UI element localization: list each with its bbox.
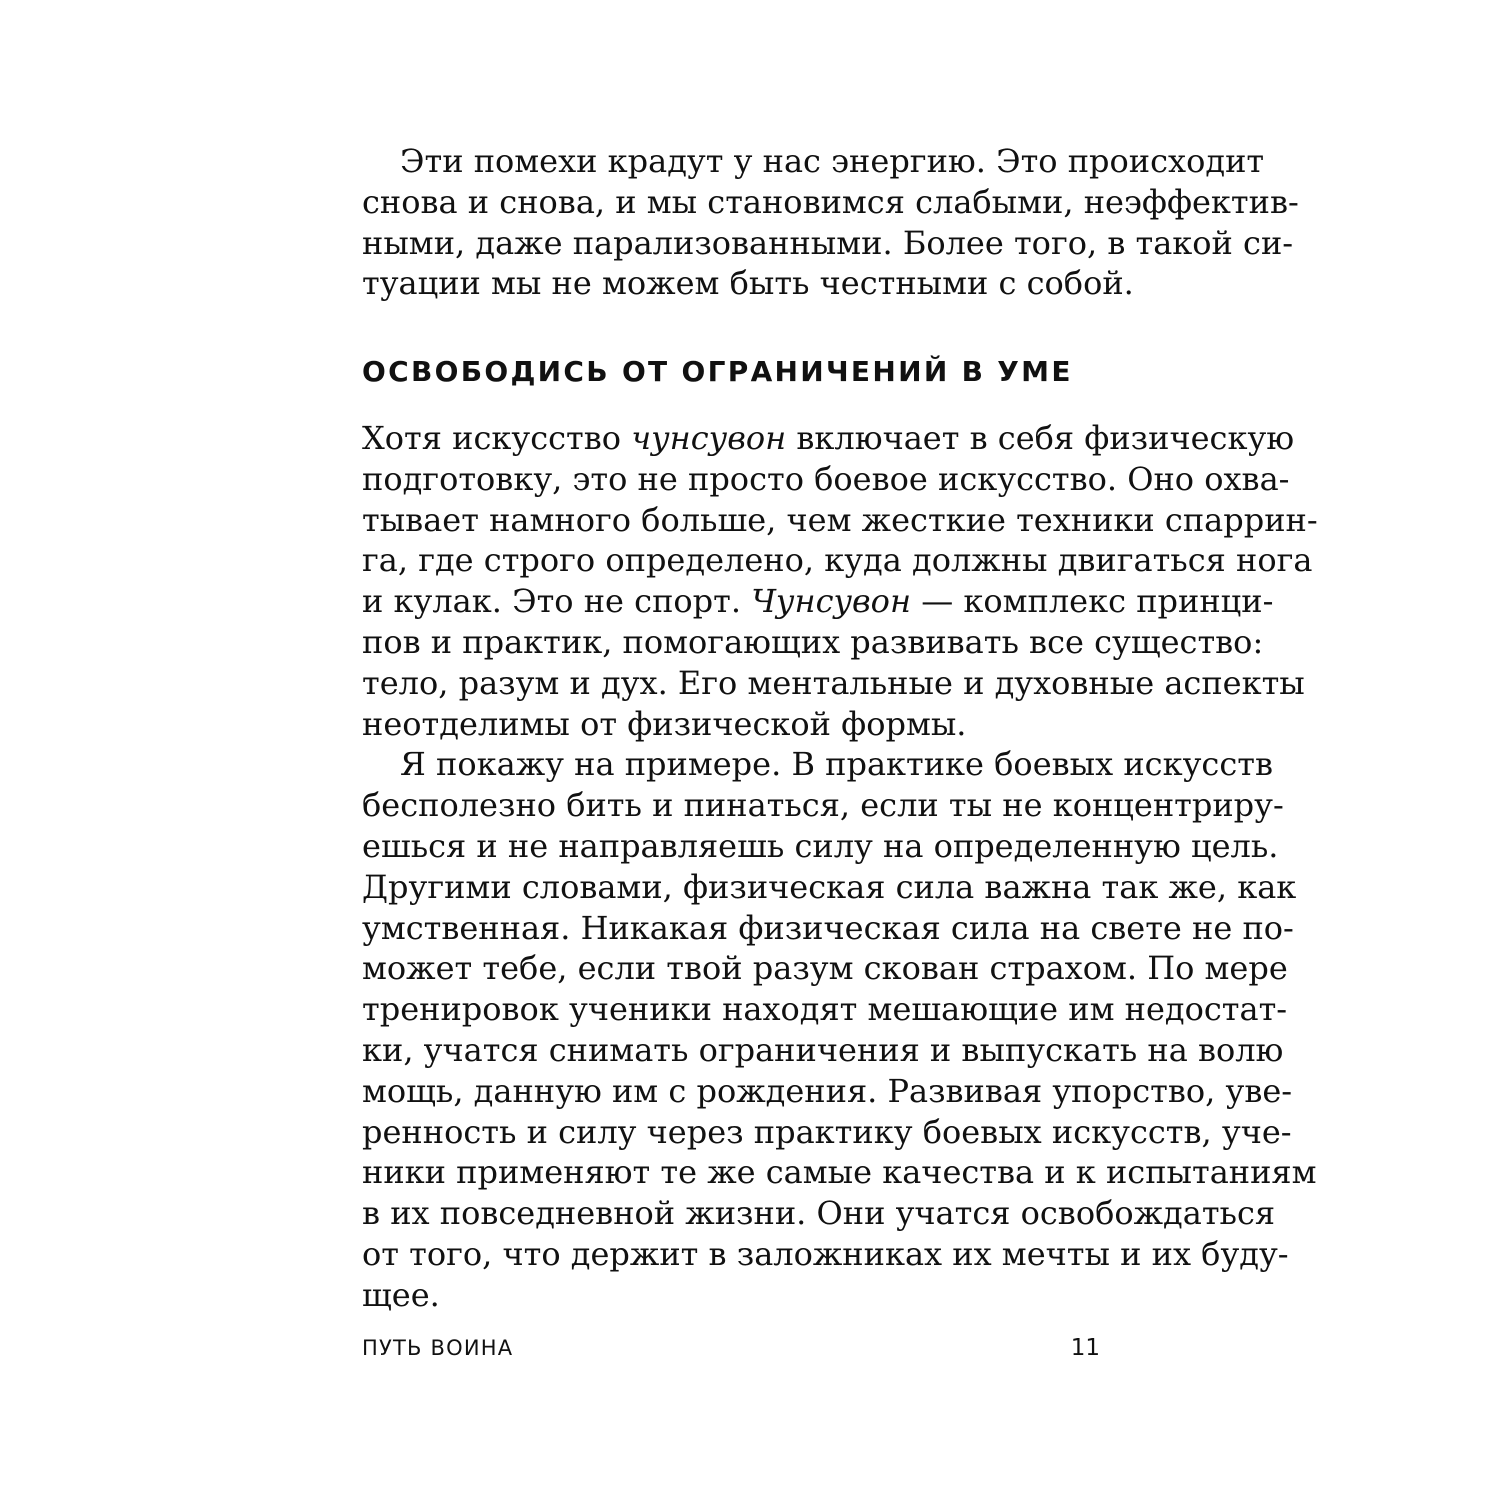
text-line: неотделимы от физической формы.	[362, 704, 967, 743]
text-line: Другими словами, физическая сила важна так же, как	[362, 867, 1297, 906]
text-line: тывает намного больше, чем жесткие техники спаррин-	[362, 500, 1318, 539]
running-title: ПУТЬ ВОИНА	[362, 1336, 514, 1360]
italic-term: чунсувон	[631, 419, 787, 457]
text-line: подготовку, это не просто боевое искусство. Оно охва-	[362, 459, 1290, 498]
text-line: от того, что держит в заложниках их мечты и их буду-	[362, 1234, 1289, 1273]
paragraph-1	[362, 418, 1318, 744]
text-line: щее.	[362, 1275, 440, 1314]
text-line	[362, 581, 1274, 622]
text-line: пов и практик, помогающих развивать все существо:	[362, 622, 1264, 661]
text-line: ники применяют те же самые качества и к испытаниям	[362, 1153, 1317, 1192]
paragraph-2	[362, 744, 1317, 1315]
text-run: включает в себя физическую	[786, 419, 1295, 457]
text-line: тело, разум и дух. Его ментальные и духовные аспекты	[362, 663, 1305, 702]
text-line: ренность и силу через практику боевых искусств, уче-	[362, 1112, 1292, 1151]
italic-term: Чунсувон	[751, 582, 912, 621]
text-line: ки, учатся снимать ограничения и выпускать на волю	[362, 1030, 1284, 1069]
text-run: Хотя искусство	[362, 419, 632, 457]
text-line: мощь, данную им с рождения. Развивая упорство, уве-	[362, 1071, 1293, 1110]
text-line: бесполезно бить и пинаться, если ты не концентриру-	[362, 786, 1284, 825]
text-line: в их повседневной жизни. Они учатся освобождаться	[362, 1194, 1276, 1233]
text-run: — комплекс принци-	[911, 582, 1274, 621]
text-line: умственная. Никакая физическая сила на свете не по-	[362, 908, 1294, 947]
text-line: ешься и не направляешь силу на определенную цель.	[362, 826, 1279, 865]
text-line: снова и снова, и мы становимся слабыми, неэффектив-	[362, 182, 1299, 221]
section-heading: ОСВОБОДИСЬ ОТ ОГРАНИЧЕНИЙ В УМЕ	[362, 355, 1073, 388]
text-line: Я покажу на примере. В практике боевых искусств	[400, 745, 1273, 784]
text-line: ными, даже парализованными. Более того, в такой си-	[362, 223, 1294, 262]
text-line: га, где строго определено, куда должны двигаться нога	[362, 541, 1313, 580]
text-line: может тебе, если твой разум скован страхом. По мере	[362, 949, 1288, 988]
page-number: 11	[1070, 1335, 1100, 1361]
text-run: и кулак. Это не спорт.	[362, 582, 752, 621]
body-text	[362, 418, 1318, 1316]
text-line	[362, 418, 1295, 459]
intro-paragraph	[362, 141, 1299, 304]
text-line: туации мы не можем быть честными с собой.	[362, 264, 1134, 303]
text-line: тренировок ученики находят мешающие им недостат-	[362, 990, 1288, 1029]
text-line: Эти помехи крадут у нас энергию. Это происходит	[400, 142, 1265, 180]
